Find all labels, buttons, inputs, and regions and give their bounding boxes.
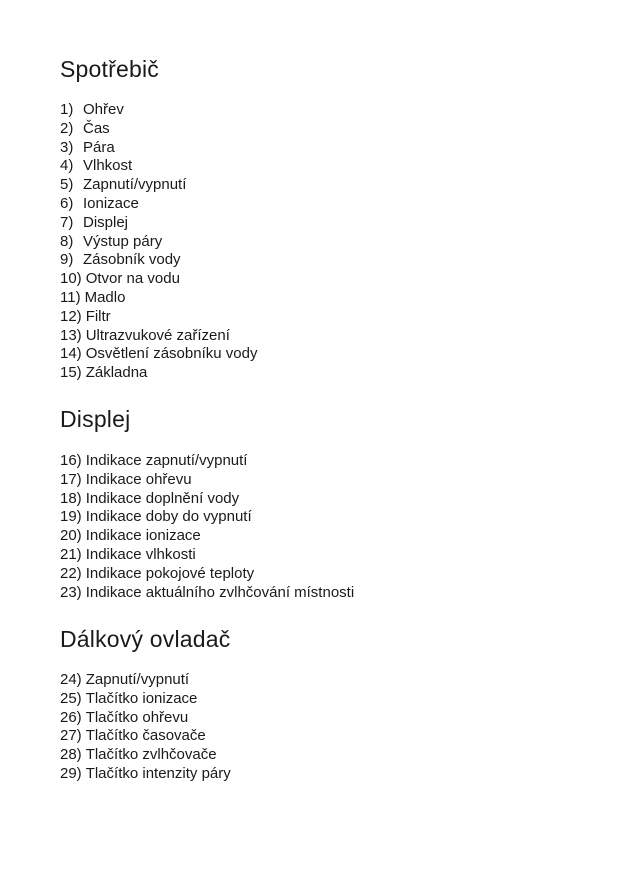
item-label: Pára bbox=[83, 138, 115, 156]
item-label: Tlačítko ohřevu bbox=[85, 708, 189, 726]
item-label: Indikace vlhkosti bbox=[85, 545, 196, 563]
list-item bbox=[60, 471, 354, 490]
item-label: Osvětlení zásobníku vody bbox=[85, 345, 258, 363]
list-item bbox=[60, 176, 257, 195]
list-item bbox=[60, 327, 257, 346]
section-title-remote-control: Dálkový ovladač bbox=[60, 626, 231, 652]
appliance-parts-list bbox=[60, 101, 257, 383]
item-number: 10) bbox=[60, 270, 82, 288]
item-number: 9) bbox=[60, 251, 74, 269]
item-number: 21) bbox=[60, 545, 82, 563]
list-item bbox=[60, 765, 231, 784]
list-item bbox=[60, 508, 354, 527]
item-label: Ohřev bbox=[83, 101, 124, 118]
item-label: Vlhkost bbox=[83, 157, 133, 175]
item-number: 27) bbox=[60, 727, 82, 745]
list-item bbox=[60, 490, 354, 509]
item-label: Indikace doby do vypnutí bbox=[85, 508, 252, 526]
item-label: Čas bbox=[83, 119, 110, 137]
item-label: Madlo bbox=[84, 288, 126, 306]
item-number: 11) bbox=[60, 288, 81, 306]
item-number: 24) bbox=[60, 671, 82, 688]
item-number: 28) bbox=[60, 746, 82, 764]
item-label: Indikace pokojové teploty bbox=[85, 564, 255, 582]
item-label: Tlačítko časovače bbox=[85, 727, 206, 745]
item-label: Zásobník vody bbox=[83, 251, 181, 269]
list-item bbox=[60, 233, 257, 252]
list-item bbox=[60, 101, 257, 120]
item-number: 7) bbox=[60, 213, 74, 231]
item-label: Tlačítko zvlhčovače bbox=[85, 746, 217, 764]
list-item bbox=[60, 452, 354, 471]
list-item bbox=[60, 690, 231, 709]
list-item bbox=[60, 727, 231, 746]
item-number: 2) bbox=[60, 119, 74, 137]
list-item bbox=[60, 120, 257, 139]
list-item bbox=[60, 289, 257, 308]
list-item bbox=[60, 157, 257, 176]
list-item bbox=[60, 214, 257, 233]
item-number: 3) bbox=[60, 138, 74, 156]
item-number: 12) bbox=[60, 307, 82, 325]
item-label: Tlačítko intenzity páry bbox=[85, 764, 231, 782]
item-number: 1) bbox=[60, 101, 74, 118]
list-item bbox=[60, 308, 257, 327]
item-number: 6) bbox=[60, 194, 74, 212]
item-number: 19) bbox=[60, 508, 82, 526]
list-item bbox=[60, 364, 257, 383]
item-label: Zapnutí/vypnutí bbox=[83, 176, 187, 194]
item-number: 15) bbox=[60, 364, 82, 382]
item-number: 25) bbox=[60, 689, 82, 707]
item-label: Filtr bbox=[85, 307, 111, 325]
list-item bbox=[60, 709, 231, 728]
item-number: 13) bbox=[60, 326, 82, 344]
item-number: 16) bbox=[60, 452, 82, 469]
item-label: Indikace ohřevu bbox=[85, 470, 192, 488]
item-label: Indikace ionizace bbox=[85, 527, 201, 545]
item-label: Zapnutí/vypnutí bbox=[85, 671, 190, 688]
item-label: Indikace doplnění vody bbox=[85, 489, 240, 507]
list-item bbox=[60, 671, 231, 690]
display-indicators-list bbox=[60, 452, 354, 602]
list-item bbox=[60, 345, 257, 364]
item-number: 18) bbox=[60, 489, 82, 507]
list-item bbox=[60, 584, 354, 603]
list-item bbox=[60, 195, 257, 214]
item-label: Otvor na vodu bbox=[85, 270, 180, 288]
item-number: 29) bbox=[60, 764, 82, 782]
item-label: Výstup páry bbox=[83, 232, 163, 250]
item-number: 22) bbox=[60, 564, 82, 582]
list-item bbox=[60, 527, 354, 546]
remote-control-buttons-list bbox=[60, 671, 231, 784]
list-item bbox=[60, 139, 257, 158]
item-label: Indikace zapnutí/vypnutí bbox=[85, 452, 248, 469]
item-number: 23) bbox=[60, 583, 82, 601]
item-label: Základna bbox=[85, 364, 148, 382]
list-item bbox=[60, 270, 257, 289]
section-title-display: Displej bbox=[60, 406, 131, 432]
item-label: Displej bbox=[83, 213, 129, 231]
item-label: Ultrazvukové zařízení bbox=[85, 326, 230, 344]
item-label: Ionizace bbox=[83, 194, 139, 212]
list-item bbox=[60, 251, 257, 270]
item-number: 8) bbox=[60, 232, 74, 250]
list-item bbox=[60, 746, 231, 765]
item-label: Indikace aktuálního zvlhčování místnosti bbox=[85, 583, 355, 601]
item-number: 17) bbox=[60, 470, 82, 488]
list-item bbox=[60, 565, 354, 584]
item-number: 5) bbox=[60, 176, 74, 194]
item-number: 20) bbox=[60, 527, 82, 545]
item-number: 4) bbox=[60, 157, 74, 175]
item-label: Tlačítko ionizace bbox=[85, 689, 198, 707]
list-item bbox=[60, 546, 354, 565]
item-number: 14) bbox=[60, 345, 82, 363]
item-number: 26) bbox=[60, 708, 82, 726]
section-title-appliance: Spotřebič bbox=[60, 56, 159, 82]
